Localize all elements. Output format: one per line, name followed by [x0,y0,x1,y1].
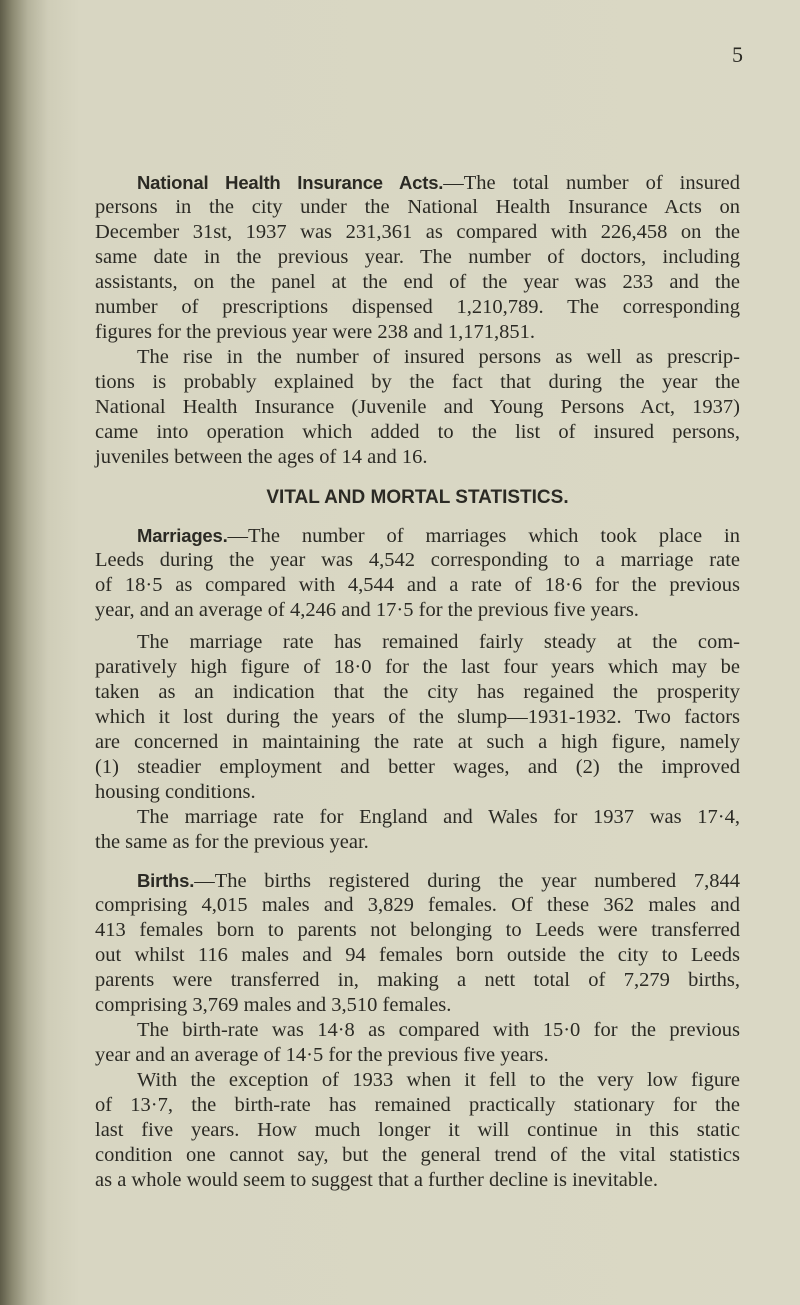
line-text: condition one cannot say, but the general trend of the vital statistics [95,1144,740,1166]
text-line [95,655,740,680]
text-line [95,1043,740,1068]
text-line [95,548,740,573]
text-line [95,705,740,730]
line-text: number of prescriptions dispensed 1,210,789. The corresponding [95,296,740,318]
line-text: —The births registered during the year numbered 7,844 [194,870,740,892]
text-line [95,755,740,780]
line-text: of 13·7, the birth-rate has remained practically stationary for the [95,1094,740,1116]
line-text: figures for the previous year were 238 and 1,171,851. [95,321,536,343]
line-text: The marriage rate has remained fairly steady at the com- [137,631,740,653]
paragraph [95,630,740,805]
paragraph [95,170,740,345]
section-heading: VITAL AND MORTAL STATISTICS. [266,487,569,508]
paragraph-lead: Marriages. [137,525,228,546]
line-text: comprising 4,015 males and 3,829 females. Of these 362 males and [95,894,740,916]
line-text: comprising 3,769 males and 3,510 females. [95,994,452,1016]
line-text: 413 females born to parents not belonging to Leeds were transferred [95,919,740,941]
text-line [95,573,740,598]
line-text: persons in the city under the National Health Insurance Acts on [95,196,740,218]
text-line [95,320,740,345]
text-line [95,893,740,918]
paragraph-lead: National Health Insurance Acts. [137,172,444,193]
paragraph [95,523,740,623]
line-text: The birth-rate was 14·8 as compared with 15·0 for the previous [137,1019,740,1041]
line-text: housing conditions. [95,781,256,803]
paragraph [95,345,740,470]
line-text: parents were transferred in, making a nett total of 7,279 births, [95,969,740,991]
text-line [95,395,740,420]
text-line [95,170,740,195]
line-text: With the exception of 1933 when it fell to the very low figure [137,1069,740,1091]
text-line [95,805,740,830]
paragraph [95,805,740,855]
text-line [95,1143,740,1168]
line-text: The rise in the number of insured persons as well as prescrip- [137,346,740,368]
text-line [95,420,740,445]
line-text: as a whole would seem to suggest that a further decline is inevitable. [95,1169,659,1191]
text-line [95,220,740,245]
text-line [95,993,740,1018]
text-line [95,245,740,270]
text-line [95,195,740,220]
line-text: came into operation which added to the list of insured persons, [95,421,740,443]
text-line [95,270,740,295]
line-text: assistants, on the panel at the end of the year was 233 and the [95,271,740,293]
line-text: December 31st, 1937 was 231,361 as compared with 226,458 on the [95,221,740,243]
line-text: tions is probably explained by the fact that during the year the [95,371,740,393]
text-line [95,295,740,320]
page-number: 5 [732,42,743,67]
text-line [95,680,740,705]
line-text: year, and an average of 4,246 and 17·5 for the previous five years. [95,599,639,621]
text-line [95,370,740,395]
text-line [95,1068,740,1093]
text-line [95,523,740,548]
text-line [95,1118,740,1143]
line-text: are concerned in maintaining the rate at such a high figure, namely [95,731,740,753]
line-text: juveniles between the ages of 14 and 16. [95,446,428,468]
text-line [95,830,740,855]
line-text: of 18·5 as compared with 4,544 and a rate of 18·6 for the previous [95,574,740,596]
line-text: taken as an indication that the city has regained the prosperity [95,681,740,703]
line-text: National Health Insurance (Juvenile and Young Persons Act, 1937) [95,396,740,418]
text-line [95,943,740,968]
line-text: same date in the previous year. The number of doctors, including [95,246,740,268]
text-line [95,345,740,370]
paragraph [95,868,740,1018]
line-text: last five years. How much longer it will continue in this static [95,1119,740,1141]
line-text: the same as for the previous year. [95,831,369,853]
line-text: Leeds during the year was 4,542 corresponding to a marriage rate [95,549,740,571]
paragraph [95,1018,740,1068]
line-text: —The total number of insured [443,172,741,194]
line-text: year and an average of 14·5 for the previous five years. [95,1044,549,1066]
paragraph-lead: Births. [137,870,195,891]
line-text: paratively high figure of 18·0 for the last four years which may be [95,656,740,678]
text-line [95,445,740,470]
text-line [95,968,740,993]
paragraph [95,1068,740,1193]
text-line [95,868,740,893]
line-text: out whilst 116 males and 94 females born outside the city to Leeds [95,944,740,966]
document-body [95,170,740,1193]
text-line [95,918,740,943]
line-text: which it lost during the years of the slump—1931-1932. Two factors [95,706,740,728]
text-line [95,730,740,755]
text-line [95,1168,740,1193]
text-line [95,780,740,805]
text-line [95,1093,740,1118]
text-line [95,598,740,623]
line-text: —The number of marriages which took place in [227,525,740,547]
text-line [95,1018,740,1043]
text-line [95,630,740,655]
line-text: The marriage rate for England and Wales for 1937 was 17·4, [137,806,740,828]
line-text: (1) steadier employment and better wages, and (2) the improved [95,756,740,778]
